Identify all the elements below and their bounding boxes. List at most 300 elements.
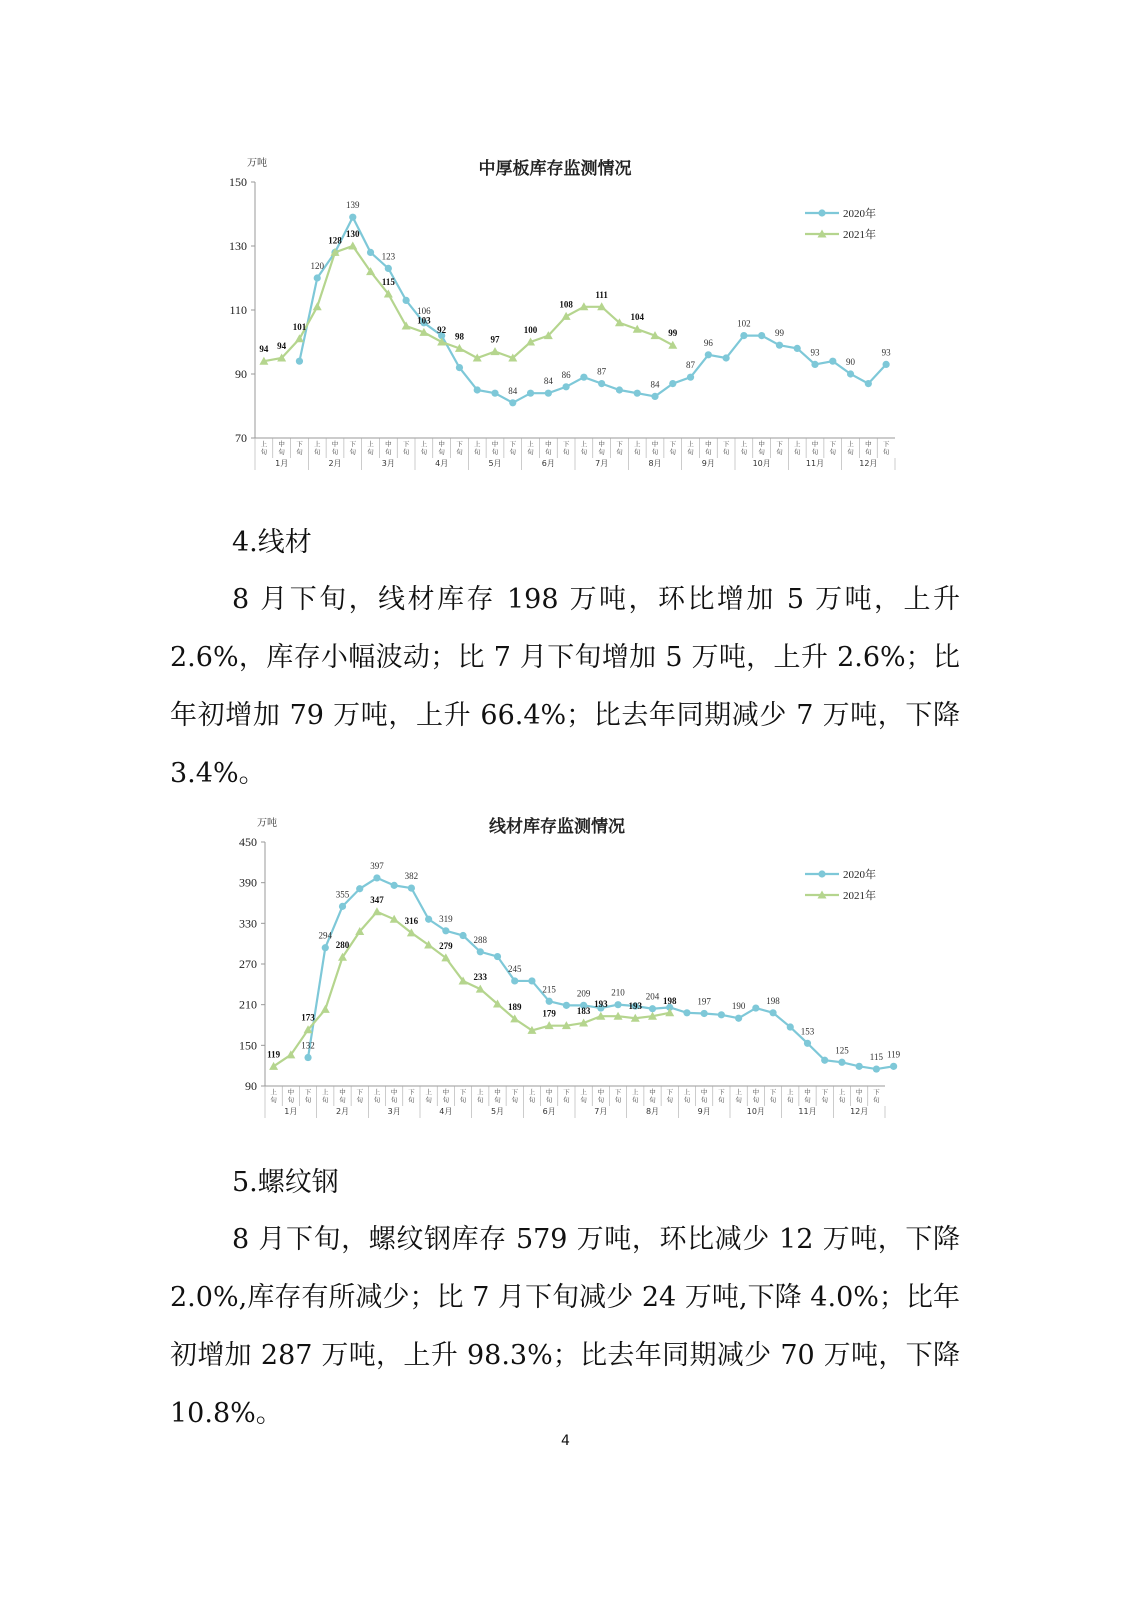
y-tick-label: 150 [229,175,247,189]
x-tick-label: 旬 [425,1096,432,1104]
series-2020-data-label: 397 [370,860,384,871]
x-tick-label: 中 [855,1088,863,1096]
x-tick-label: 上 [373,1088,381,1096]
series-2020-point [735,1015,742,1022]
x-tick-label: 中 [651,440,659,448]
x-tick-label: 旬 [882,448,890,456]
chart-title: 线材库存监测情况 [489,817,625,837]
month-label: 7月 [595,459,609,468]
series-2020-data-label: 198 [766,995,780,1006]
x-tick-label: 下 [722,440,730,448]
x-tick-label: 旬 [821,1096,828,1104]
x-tick-label: 旬 [597,1096,605,1104]
chart-plate-svg [215,150,915,470]
y-tick-label: 130 [229,239,247,253]
y-tick-label: 330 [239,916,257,931]
series-2021-data-label: 130 [346,229,360,239]
series-2020-data-label: 190 [731,1001,746,1012]
legend-2021-label: 2021年 [843,229,876,241]
x-tick-label: 旬 [442,1096,450,1104]
series-2021-point [402,322,411,330]
series-2020-data-label: 106 [417,305,431,316]
x-tick-label: 上 [687,440,694,448]
x-tick-label: 下 [408,1088,415,1096]
chart-wire-inventory [215,812,915,1122]
series-2020-point [425,916,432,923]
month-label: 2月 [335,1107,350,1116]
x-tick-label: 下 [666,1088,673,1096]
series-2020-point [776,342,783,349]
series-2020-point [856,1063,863,1070]
y-unit-label: 万吨 [247,158,267,169]
series-2020-point [580,374,587,381]
x-tick-label: 旬 [752,1096,760,1104]
series-2020-point [687,374,694,381]
series-2020-point [723,354,730,361]
x-tick-label: 旬 [735,1096,742,1104]
series-2021-data-label: 279 [439,940,453,951]
x-tick-label: 中 [331,440,339,448]
series-2020-point [442,927,449,934]
month-label: 5月 [488,459,502,468]
series-2021-data-label: 101 [292,321,307,332]
x-tick-label: 上 [527,440,534,448]
series-2020-data-label: 120 [310,261,324,271]
series-2021-data-label: 92 [437,325,447,335]
series-2021-data-label: 94 [277,341,287,351]
series-2020-data-label: 245 [507,963,522,974]
series-2020-data-label: 355 [335,889,350,900]
series-2021-data-label: 198 [662,995,677,1006]
x-tick-label: 中 [442,1088,450,1096]
series-2020-point [563,383,570,390]
series-2020-point [474,386,481,393]
series-2020-data-label: 204 [645,991,660,1002]
x-tick-label: 下 [459,1088,467,1096]
x-tick-label: 旬 [838,1096,846,1104]
x-tick-label: 中 [758,440,765,448]
month-label: 9月 [697,1107,711,1116]
x-tick-label: 上 [632,1088,639,1096]
x-tick-label: 旬 [562,448,570,456]
series-2020-point [339,903,346,910]
series-2021-data-label: 280 [335,940,350,951]
x-tick-label: 旬 [528,1096,536,1104]
series-2020-point [883,361,890,368]
x-tick-label: 旬 [666,1096,673,1104]
x-tick-label: 旬 [270,1096,277,1104]
series-2020-point [314,274,321,281]
series-2020-data-label: 125 [835,1045,849,1056]
series-2020-point [546,998,553,1005]
x-tick-label: 旬 [700,1096,708,1104]
series-2021-line [274,912,670,1067]
series-2021-data-label: 189 [507,1001,522,1012]
series-2021-data-label: 104 [630,312,644,323]
series-2021-data-label: 179 [542,1008,556,1019]
series-2021-line [264,246,673,361]
series-2020-point [349,214,356,221]
series-2020-data-label: 123 [381,251,396,262]
x-tick-label: 旬 [740,448,748,456]
series-2020-point [649,1005,656,1012]
series-2020-data-label: 87 [686,360,696,371]
x-tick-label: 上 [477,1088,484,1096]
section5-heading: 5.螺纹钢 [232,1167,339,1198]
series-2020-point [758,332,765,339]
series-2021-data-label: 183 [576,1005,591,1016]
series-2020-point [821,1057,828,1064]
month-label: 8月 [645,1107,660,1116]
x-tick-label: 下 [509,440,517,448]
x-tick-label: 旬 [313,448,321,456]
x-tick-label: 旬 [669,448,677,456]
x-tick-label: 上 [580,440,588,448]
x-tick-label: 上 [425,1088,432,1096]
series-2020-point [847,370,854,377]
x-tick-label: 上 [313,440,321,448]
x-tick-label: 旬 [580,1096,587,1104]
y-tick-label: 90 [235,367,247,381]
month-label: 6月 [541,459,555,468]
x-tick-label: 旬 [687,448,694,456]
x-tick-label: 下 [669,440,677,448]
series-2020-data-label: 294 [318,930,333,941]
x-tick-label: 旬 [598,448,605,456]
x-tick-label: 下 [821,1088,828,1096]
x-tick-label: 下 [873,1088,880,1096]
x-tick-label: 中 [494,1088,501,1096]
chart-title: 中厚板库存监测情况 [478,159,632,179]
series-2020-data-label: 119 [887,1049,901,1060]
series-2020-point [528,977,535,984]
series-2020-point [829,358,836,365]
series-2020-point [669,380,676,387]
x-tick-label: 旬 [459,1096,467,1104]
x-tick-label: 旬 [705,448,712,456]
series-2020-data-label: 215 [542,984,556,995]
x-tick-label: 旬 [356,1096,363,1104]
x-tick-label: 中 [491,440,499,448]
series-2020-point [614,1001,621,1008]
y-tick-label: 90 [245,1079,257,1093]
x-tick-label: 旬 [477,1096,484,1104]
x-tick-label: 旬 [385,448,392,456]
series-2021-data-label: 111 [595,289,608,300]
x-tick-label: 旬 [865,448,872,456]
series-2020-data-label: 90 [846,357,856,367]
series-2020-point [873,1065,880,1072]
x-tick-label: 旬 [804,1096,811,1104]
x-tick-label: 下 [562,440,570,448]
month-label: 6月 [542,1107,556,1116]
x-tick-label: 中 [597,1088,605,1096]
month-label: 2月 [328,459,342,468]
section4-heading: 4.线材 [232,527,312,558]
x-tick-label: 下 [614,1088,622,1096]
series-2020-point [701,1010,708,1017]
x-tick-label: 下 [296,440,303,448]
series-2020-point [304,1054,311,1061]
series-2020-data-label: 93 [810,347,820,358]
x-tick-label: 下 [402,440,410,448]
month-label: 1月 [275,459,289,468]
x-tick-label: 中 [390,1088,398,1096]
section5-paragraph: 8 月下旬，螺纹钢库存 579 万吨，环比减少 12 万吨，下降 2.0%,库存有所减少；比 7 月下旬减少 24 万吨,下降 4.0%；比年初增加 287 万吨，上升 98.3%；比去年同期减少 70 万吨，下降 10.8%。 [170,1224,960,1429]
x-tick-label: 上 [270,1088,277,1096]
x-tick-label: 旬 [373,1096,381,1104]
x-tick-label: 旬 [829,448,837,456]
y-tick-label: 270 [239,957,257,971]
month-label: 11月 [798,1107,817,1116]
series-2020-point [367,249,374,256]
x-tick-label: 中 [649,1088,656,1096]
y-tick-label: 450 [239,835,257,849]
x-tick-label: 旬 [632,1096,639,1104]
x-tick-label: 上 [735,1088,742,1096]
x-tick-label: 中 [804,1088,811,1096]
x-tick-label: 上 [740,440,748,448]
x-tick-label: 中 [385,440,392,448]
legend-2020-label: 2020年 [843,208,876,220]
x-tick-label: 上 [787,1088,794,1096]
month-label: 3月 [387,1107,401,1116]
series-2020-data-label: 86 [561,369,571,380]
y-tick-label: 70 [235,431,247,445]
series-2020-point [403,297,410,304]
series-2021-data-label: 115 [381,277,395,287]
x-tick-label: 下 [456,440,463,448]
x-tick-label: 旬 [296,448,303,456]
series-2020-data-label: 209 [576,988,591,999]
series-2020-data-label: 132 [301,1040,315,1051]
series-2020-point [865,380,872,387]
series-2020-data-label: 84 [543,376,553,387]
series-2020-point [459,932,466,939]
x-tick-label: 中 [865,440,872,448]
legend-2020-swatch-marker [818,870,825,877]
x-tick-label: 旬 [322,1096,329,1104]
month-label: 10月 [746,1107,765,1116]
series-2021-data-label: 193 [628,1001,643,1012]
series-2021-data-label: 128 [328,235,342,246]
series-2020-point [391,882,398,889]
month-label: 7月 [594,1107,608,1116]
series-2020-point [838,1059,845,1066]
series-2020-data-label: 139 [346,200,360,211]
series-2021-data-label: 108 [559,299,573,310]
series-2020-point [477,948,484,955]
x-tick-label: 旬 [511,1096,518,1104]
month-label: 3月 [381,459,395,468]
month-label: 4月 [439,1107,453,1116]
x-tick-label: 下 [829,440,837,448]
series-2020-data-label: 382 [404,871,419,882]
x-tick-label: 下 [511,1088,518,1096]
x-tick-label: 旬 [287,1096,295,1104]
x-tick-label: 上 [260,440,268,448]
series-2020-point [794,345,801,352]
x-tick-label: 旬 [563,1096,570,1104]
x-tick-label: 旬 [683,1096,691,1104]
x-tick-label: 旬 [811,448,819,456]
month-label: 10月 [752,459,771,468]
x-tick-label: 中 [339,1088,346,1096]
series-2021-data-label: 98 [454,331,464,342]
y-tick-label: 210 [239,997,257,1012]
series-2020-data-label: 84 [508,385,518,396]
series-2020-point [804,1040,811,1047]
x-tick-label: 旬 [527,448,534,456]
series-2020-point [545,390,552,397]
x-tick-label: 旬 [339,1096,346,1104]
x-tick-label: 旬 [651,448,659,456]
series-2020-data-label: 319 [439,913,453,924]
series-2020-point [616,386,623,393]
series-2021-data-label: 103 [417,315,431,326]
x-tick-label: 下 [563,1088,570,1096]
x-tick-label: 下 [718,1088,725,1096]
x-tick-label: 旬 [847,448,854,456]
series-2021-data-label: 100 [523,325,538,335]
series-2020-point [718,1011,725,1018]
x-tick-label: 旬 [776,448,783,456]
y-tick-label: 390 [239,875,257,890]
chart-plate-inventory [215,150,915,470]
x-tick-label: 上 [473,440,481,448]
x-tick-label: 上 [322,1088,329,1096]
series-2020-point [356,885,363,892]
x-tick-label: 中 [545,440,552,448]
x-tick-label: 旬 [278,448,285,456]
series-2020-data-label: 210 [611,987,625,998]
series-2020-data-label: 87 [597,366,607,377]
y-tick-label: 150 [239,1038,257,1053]
series-2020-point [408,884,415,891]
x-tick-label: 旬 [873,1096,880,1104]
x-tick-label: 下 [356,1088,363,1096]
series-2020-point [511,977,518,984]
x-tick-label: 旬 [614,1096,622,1104]
series-2020-point [456,364,463,371]
x-tick-label: 上 [367,440,374,448]
series-2020-data-label: 102 [737,318,751,329]
series-2020-point [322,944,329,951]
x-tick-label: 旬 [408,1096,415,1104]
series-2021-data-label: 233 [473,972,488,983]
x-tick-label: 旬 [473,448,481,456]
series-2021-point [313,302,322,310]
x-tick-label: 旬 [580,448,588,456]
x-tick-label: 旬 [718,1096,725,1104]
month-label: 8月 [648,459,662,468]
x-tick-label: 上 [793,440,801,448]
legend-2020-swatch-marker [818,209,825,216]
x-tick-label: 中 [438,440,445,448]
x-tick-label: 旬 [633,448,641,456]
x-tick-label: 旬 [616,448,623,456]
x-tick-label: 下 [882,440,890,448]
series-2020-point [683,1009,690,1016]
x-tick-label: 旬 [456,448,463,456]
series-2021-data-label: 173 [301,1012,315,1023]
series-2021-point [372,907,381,915]
series-2020-data-label: 197 [697,996,711,1007]
legend-2021-label: 2021年 [843,890,876,902]
series-2020-data-label: 96 [703,337,713,348]
month-label: 12月 [859,459,878,468]
section4-paragraph: 8 月下旬，线材库存 198 万吨，环比增加 5 万吨，上升 2.6%，库存小幅波动；比 7 月下旬增加 5 万吨，上升 2.6%；比年初增加 79 万吨，上升 66.4%；比去年同期减少 7 万吨，下降 3.4%。 [170,584,960,789]
series-2021-point [348,242,357,250]
x-tick-label: 中 [752,1088,760,1096]
x-tick-label: 旬 [722,448,730,456]
x-tick-label: 旬 [494,1096,501,1104]
x-tick-label: 旬 [260,448,268,456]
x-tick-label: 中 [545,1088,553,1096]
x-tick-label: 中 [705,440,712,448]
series-2020-point [385,265,392,272]
series-2020-point [491,390,498,397]
series-2020-point [527,390,534,397]
x-tick-label: 旬 [545,1096,553,1104]
x-tick-label: 旬 [390,1096,398,1104]
series-2021-data-label: 119 [267,1049,281,1060]
x-tick-label: 下 [769,1088,777,1096]
x-tick-label: 中 [278,440,285,448]
x-tick-label: 上 [528,1088,536,1096]
x-tick-label: 旬 [331,448,339,456]
x-tick-label: 旬 [545,448,552,456]
page-number: 4 [561,1433,570,1449]
chart-wire-svg [215,812,915,1122]
x-tick-label: 旬 [769,1096,777,1104]
series-2021-point [321,1005,330,1013]
series-2020-point [373,874,380,881]
x-tick-label: 上 [838,1088,846,1096]
month-label: 9月 [701,459,715,468]
series-2021-data-label: 99 [668,328,678,339]
series-2020-point [811,361,818,368]
x-tick-label: 中 [287,1088,295,1096]
series-2020-data-label: 288 [473,934,488,945]
x-tick-label: 中 [811,440,819,448]
x-tick-label: 旬 [367,448,374,456]
month-label: 11月 [805,459,825,468]
series-2020-point [890,1063,897,1070]
series-2020-point [509,399,516,406]
series-2020-data-label: 115 [869,1052,883,1063]
series-2020-point [494,953,501,960]
x-tick-label: 旬 [491,448,499,456]
series-2020-data-label: 84 [650,379,660,390]
series-2020-point [740,332,747,339]
x-tick-label: 旬 [420,448,428,456]
series-2020-line [299,217,886,403]
series-2020-data-label: 99 [774,328,784,339]
series-2020-data-label: 93 [881,347,891,358]
x-tick-label: 上 [580,1088,587,1096]
series-2021-data-label: 97 [490,334,500,345]
month-label: 4月 [435,459,449,468]
series-2020-point [563,1002,570,1009]
series-2020-point [769,1009,776,1016]
y-unit-label: 万吨 [257,818,277,829]
x-tick-label: 旬 [304,1096,312,1104]
x-tick-label: 下 [776,440,783,448]
x-tick-label: 中 [700,1088,708,1096]
series-2020-point [787,1023,794,1030]
x-tick-label: 旬 [758,448,765,456]
